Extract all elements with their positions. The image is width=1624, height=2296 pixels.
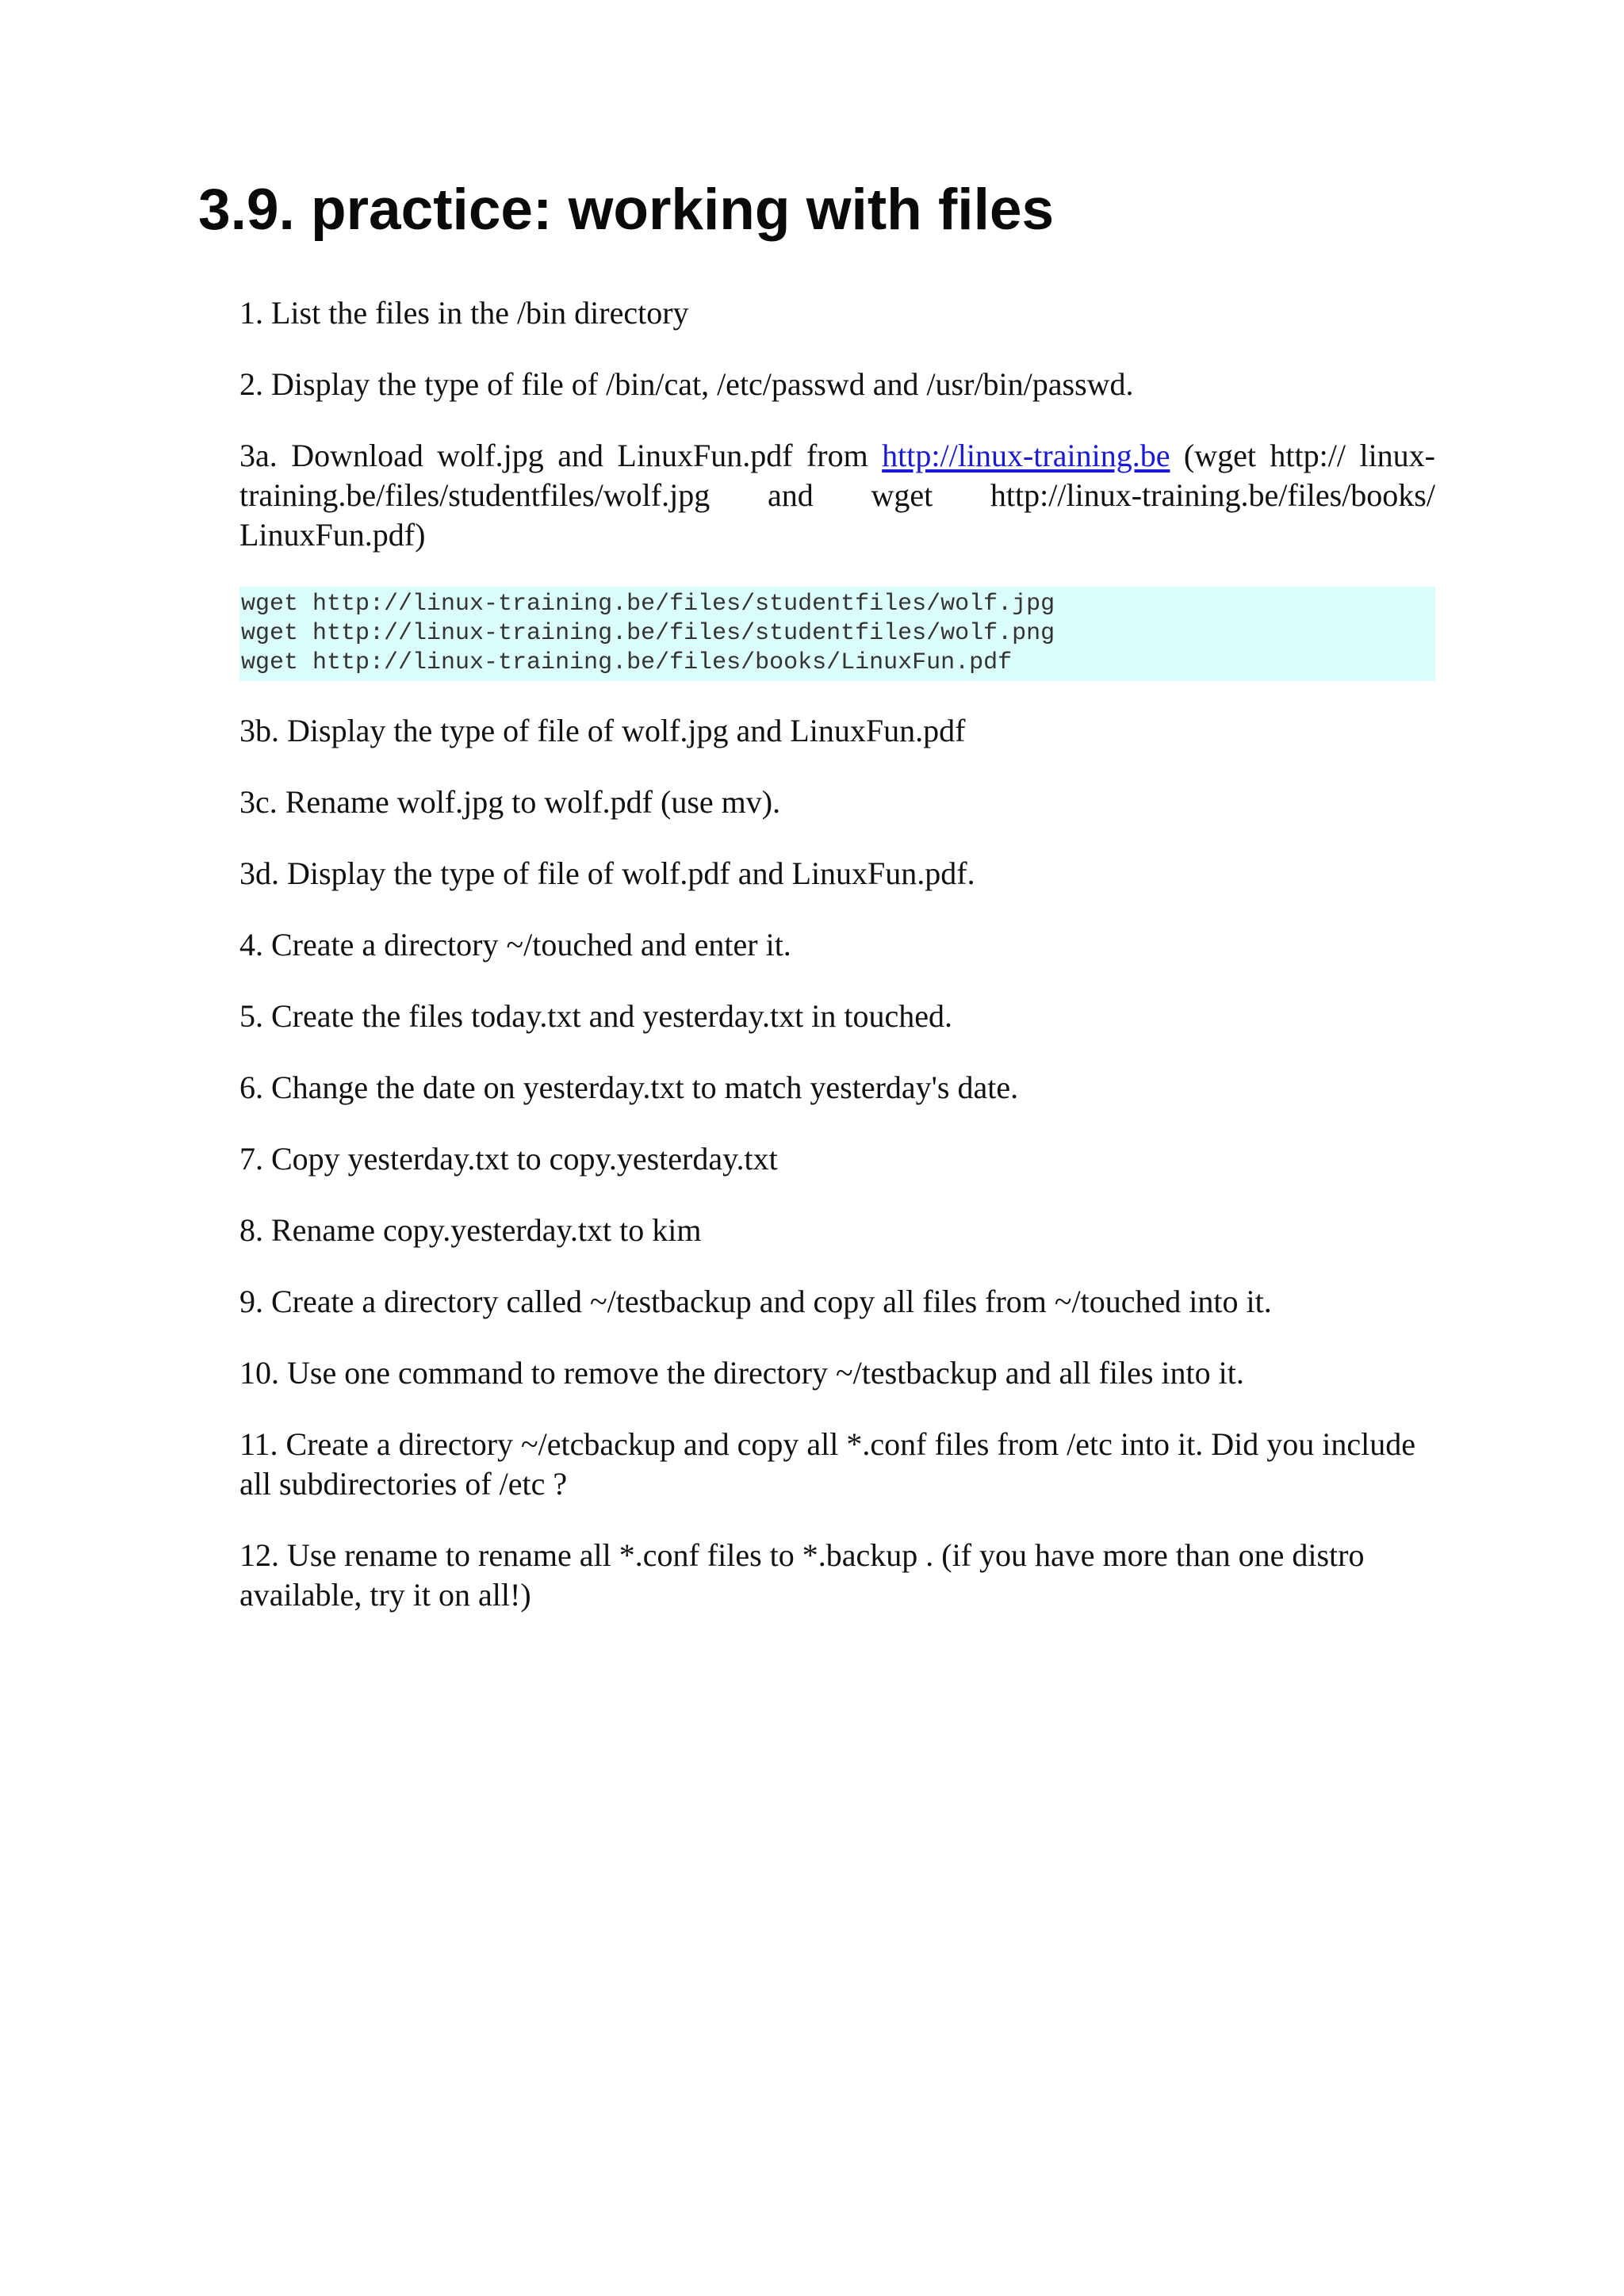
exercise-3a-text-start: 3a. Download wolf.jpg and LinuxFun.pdf from [239, 438, 883, 473]
exercise-1: 1. List the files in the /bin directory [239, 295, 689, 331]
exercise-list [239, 293, 1435, 1647]
exercise-4: 4. Create a directory ~/touched and enter it. [239, 927, 791, 962]
linux-training-link[interactable]: http://linux-training.be [882, 438, 1170, 473]
exercise-6: 6. Change the date on yesterday.txt to match yesterday's date. [239, 1070, 1019, 1105]
exercise-12: 12. Use rename to rename all *.conf files to *.backup . (if you have more than one distro available, try it on all!) [239, 1537, 1365, 1613]
exercise-3d: 3d. Display the type of file of wolf.pdf and LinuxFun.pdf. [239, 855, 975, 891]
exercise-3a [239, 436, 1435, 555]
exercise-11: 11. Create a directory ~/etcbackup and copy all *.conf files from /etc into it. Did you include all subdirectories of /etc ? [239, 1426, 1416, 1502]
exercise-9: 9. Create a directory called ~/testbackup and copy all files from ~/touched into it. [239, 1284, 1272, 1319]
exercise-5: 5. Create the files today.txt and yesterday.txt in touched. [239, 998, 952, 1034]
page-title: 3.9. practice: working with files [198, 178, 1055, 242]
code-line: wget http://linux-training.be/files/books/LinuxFun.pdf [241, 649, 1013, 676]
code-line: wget http://linux-training.be/files/studentfiles/wolf.jpg [241, 591, 1055, 618]
exercise-3b: 3b. Display the type of file of wolf.jpg and LinuxFun.pdf [239, 713, 966, 748]
exercise-8: 8. Rename copy.yesterday.txt to kim [239, 1212, 702, 1248]
exercise-7: 7. Copy yesterday.txt to copy.yesterday.txt [239, 1141, 778, 1177]
exercise-3a-text-end: (wget http:// linux-training.be/files/studentfiles/wolf.jpg and wget http://linux-training.be/files/books/ LinuxFun.pdf) [239, 438, 1435, 553]
code-block [239, 587, 1435, 681]
exercise-2: 2. Display the type of file of /bin/cat, /etc/passwd and /usr/bin/passwd. [239, 366, 1134, 402]
exercise-3c: 3c. Rename wolf.jpg to wolf.pdf (use mv). [239, 784, 781, 820]
code-line: wget http://linux-training.be/files/studentfiles/wolf.png [241, 620, 1055, 647]
exercise-10: 10. Use one command to remove the directory ~/testbackup and all files into it. [239, 1355, 1244, 1391]
